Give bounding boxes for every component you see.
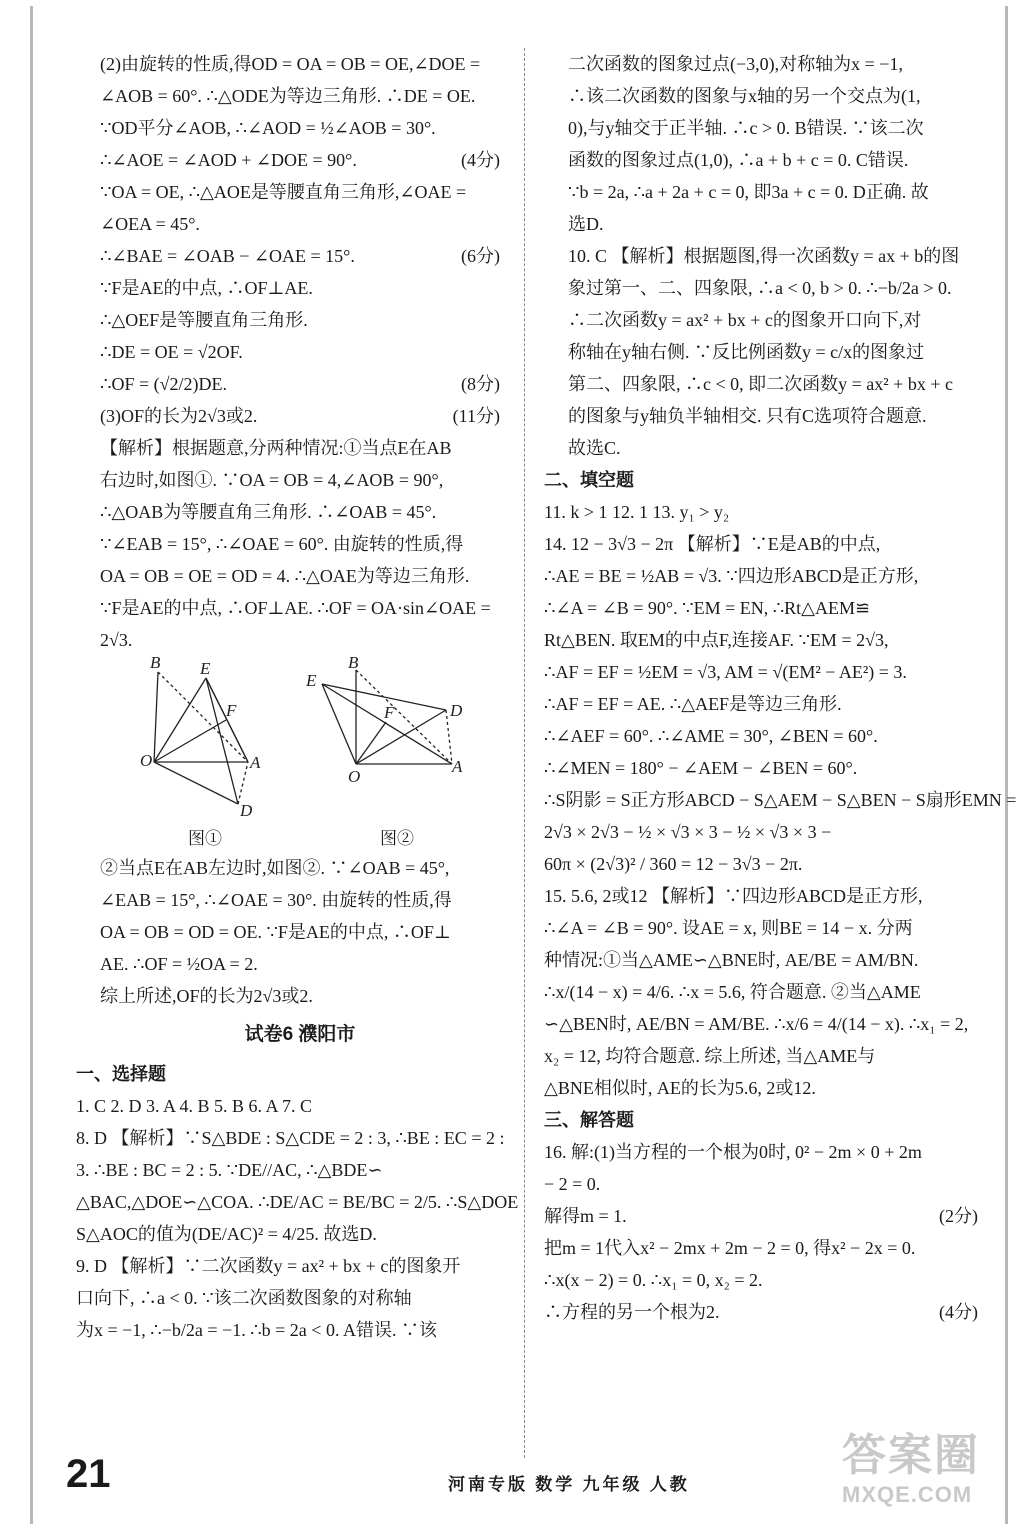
text-line [544,1136,978,1168]
line-text: 的图象与y轴负半轴相交. 只有C选项符合题意. [568,406,927,426]
line-text: ∵F是AE的中点, ∴OF⊥AE. [100,278,313,298]
line-text: 11. k > 1 12. 1 13. y₁ > y₂ [544,502,730,522]
fig1-label-d: D [240,801,253,820]
text-line [568,80,978,112]
fig1-label-a: A [250,753,261,772]
text-line [544,848,978,880]
fig2-label-o: O [348,767,361,786]
text-line [100,400,500,432]
text-line [568,400,978,432]
text-line [100,884,500,916]
fig2-label-d: D [450,701,463,720]
text-line [568,208,978,240]
text-line [544,1296,978,1328]
line-text: ②当点E在AB左边时,如图②. ∵∠OAB = 45°, [100,858,450,878]
footer-info: 河南专版 数学 九年级 人教 [448,1475,690,1494]
text-line [76,1314,500,1346]
line-text: 第二、四象限, ∴c < 0, 即二次函数y = ax² + bx + c [568,374,953,394]
text-line [76,1218,500,1250]
line-text: ∵OD平分∠AOB, ∴∠AOD = ½∠AOB = 30°. [100,118,436,138]
line-text: (3)OF的长为2√3或2. [100,406,258,426]
text-line [544,1008,978,1040]
score-mark: (4分) [461,150,500,170]
watermark-logo: 答案圈 [842,1431,980,1480]
text-line [100,368,500,400]
line-text: 15. 5.6, 2或12 【解析】∵四边形ABCD是正方形, [544,886,923,906]
line-text: ∠OEA = 45°. [100,214,200,234]
text-line [100,48,500,80]
text-line [544,1200,978,1232]
text-line [100,176,500,208]
text-line [544,496,978,528]
fig1-label-o: O [140,751,153,770]
right-solution-block-c [544,1136,978,1328]
text-line [100,592,500,624]
text-line [100,240,500,272]
line-text: ∴DE = OE = √2OF. [100,342,243,362]
line-text: 种情况:①当△AME∽△BNE时, AE/BE = AM/BN. [544,950,919,970]
line-text: ∽△BEN时, AE/BN = AM/BE. ∴x/6 = 4/(14 − x). ∴x₁ = 2, [544,1014,969,1034]
score-mark: (8分) [461,374,500,394]
left-solution-block-b [100,852,500,1012]
line-text: ∴OF = (√2/2)DE. [100,374,227,394]
line-text: 1. C 2. D 3. A 4. B 5. B 6. A 7. C [76,1096,313,1116]
line-text: ∴∠A = ∠B = 90°. 设AE = x, 则BE = 14 − x. 分两 [544,918,913,938]
line-text: 14. 12 − 3√3 − 2π 【解析】∵E是AB的中点, [544,534,881,554]
score-mark: (4分) [939,1302,978,1322]
text-line [544,1072,978,1104]
text-line [100,304,500,336]
line-text: 2√3. [100,630,133,650]
score-mark: (11分) [452,406,500,426]
line-text: 称轴在y轴右侧. ∵反比例函数y = c/x的图象过 [568,342,925,362]
text-line [544,592,978,624]
line-text: ∴∠A = ∠B = 90°. ∵EM = EN, ∴Rt△AEM≌ [544,598,871,618]
text-line [76,1154,500,1186]
line-text: 二次函数的图象过点(−3,0),对称轴为x = −1, [568,54,903,74]
line-text: ∴AF = EF = AE. ∴△AEF是等边三角形. [544,694,842,714]
left-column [76,48,519,1346]
line-text: ∠AOB = 60°. ∴△ODE为等边三角形. ∴DE = OE. [100,86,476,106]
text-line [100,948,500,980]
line-text: ∴AF = EF = ½EM = √3, AM = √(EM² − AE²) = 3. [544,662,907,682]
geometry-figures [100,656,500,822]
line-text: 2√3 × 2√3 − ½ × √3 × 3 − ½ × √3 × 3 − [544,822,832,842]
line-text: OA = OB = OE = OD = 4. ∴△OAE为等边三角形. [100,566,470,586]
line-text: △BAC,△DOE∽△COA. ∴DE/AC = BE/BC = 2/5. ∴S△DOE [76,1192,519,1212]
fill-heading: 二、填空题 [544,470,634,490]
text-line [76,1186,519,1218]
line-text: 故选C. [568,438,621,458]
column-divider [524,48,525,1458]
line-text: S△AOC的值为(DE/AC)² = 4/25. 故选D. [76,1224,377,1244]
line-text: 3. ∴BE : BC = 2 : 5. ∵DE//AC, ∴△BDE∽ [76,1160,383,1180]
line-text: (2)由旋转的性质,得OD = OA = OB = OE,∠DOE = [100,54,481,74]
mc-heading: 一、选择题 [76,1064,166,1084]
fig1-label-f: F [226,701,237,720]
text-line [544,1264,978,1296]
text-line [568,272,978,304]
text-line [76,1090,500,1122]
score-mark: (2分) [939,1206,978,1226]
text-line [568,48,978,80]
line-text: 10. C 【解析】根据题图,得一次函数y = ax + b的图 [568,246,960,266]
text-line [568,112,978,144]
right-solution-block-b [544,496,1016,1104]
fig2-label-a: A [452,757,463,776]
score-mark: (6分) [461,246,500,266]
figure-2-caption: 图② [380,829,414,848]
text-line [544,624,978,656]
text-line [100,528,500,560]
text-line [544,688,978,720]
text-line [568,304,978,336]
watermark-site: MXQE.COM [842,1482,973,1507]
line-text: ∴该二次函数的图象与x轴的另一个交点为(1, [568,86,921,106]
figure-1 [154,672,248,804]
right-solution-block-a [568,48,978,464]
line-text: ∴方程的另一个根为2. [544,1302,720,1322]
line-text: ∴∠AOE = ∠AOD + ∠DOE = 90°. [100,150,357,170]
watermark [842,1430,992,1526]
text-line [568,240,978,272]
line-text: 函数的图象过点(1,0), ∴a + b + c = 0. C错误. [568,150,909,170]
line-text: ∴x/(14 − x) = 4/6. ∴x = 5.6, 符合题意. ②当△AME [544,982,921,1002]
line-text: 9. D 【解析】∵二次函数y = ax² + bx + c的图象开 [76,1256,461,1276]
answer-heading: 三、解答题 [544,1110,634,1130]
text-line [568,176,978,208]
line-text: ∴∠AEF = 60°. ∴∠AME = 30°, ∠BEN = 60°. [544,726,878,746]
text-line [76,1122,505,1154]
text-line [544,944,978,976]
line-text: △BNE相似时, AE的长为5.6, 2或12. [544,1078,816,1098]
line-text: ∴∠BAE = ∠OAB − ∠OAE = 15°. [100,246,355,266]
line-text: ∵b = 2a, ∴a + 2a + c = 0, 即3a + c = 0. D正确. 故 [568,182,929,202]
fig1-label-e: E [200,659,211,678]
text-line [100,208,500,240]
text-line [568,336,978,368]
text-line [544,1168,978,1200]
line-text: ∴AE = BE = ½AB = √3. ∵四边形ABCD是正方形, [544,566,919,586]
line-text: AE. ∴OF = ½OA = 2. [100,954,258,974]
line-text: x₂ = 12, 均符合题意. 综上所述, 当△AME与 [544,1046,876,1066]
text-line [100,336,500,368]
fig2-label-e: E [306,671,317,690]
line-text: 0),与y轴交于正半轴. ∴c > 0. B错误. ∵该二次 [568,118,924,138]
line-text: − 2 = 0. [544,1174,601,1194]
line-text: ∠EAB = 15°, ∴∠OAE = 30°. 由旋转的性质,得 [100,890,452,910]
text-line [544,656,978,688]
text-line [100,852,500,884]
line-text: Rt△BEN. 取EM的中点F,连接AF. ∵EM = 2√3, [544,630,889,650]
text-line [544,1232,978,1264]
text-line [100,144,500,176]
text-line [100,560,500,592]
line-text: ∴二次函数y = ax² + bx + c的图象开口向下,对 [568,310,922,330]
line-text: 解得m = 1. [544,1206,627,1226]
line-text: OA = OB = OD = OE. ∵F是AE的中点, ∴OF⊥ [100,922,451,942]
text-line [100,80,500,112]
text-line [100,464,500,496]
text-line [100,980,500,1012]
line-text: 8. D 【解析】∵S△BDE : S△CDE = 2 : 3, ∴BE : EC = 2 : [76,1128,505,1148]
line-text: 为x = −1, ∴−b/2a = −1. ∴b = 2a < 0. A错误. ∵该 [76,1320,437,1340]
text-line [100,272,500,304]
fig2-label-f: F [384,703,395,722]
text-line [544,880,978,912]
text-line [544,784,1016,816]
line-text: ∴S阴影 = S正方形ABCD − S△AEM − S△BEN − S扇形EMN = [544,790,1016,810]
line-text: ∵OA = OE, ∴△AOE是等腰直角三角形,∠OAE = [100,182,467,202]
text-line [544,528,978,560]
line-text: ∴x(x − 2) = 0. ∴x₁ = 0, x₂ = 2. [544,1270,763,1290]
figure-1-caption: 图① [188,829,222,848]
text-line [544,752,978,784]
line-text: ∵∠EAB = 15°, ∴∠OAE = 60°. 由旋转的性质,得 [100,534,464,554]
line-text: 口向下, ∴a < 0. ∵该二次函数图象的对称轴 [76,1288,412,1308]
right-column [544,48,1016,1328]
text-line [568,432,978,464]
text-line [544,1040,978,1072]
fig1-label-b: B [150,656,161,672]
line-text: ∴∠MEN = 180° − ∠AEM − ∠BEN = 60°. [544,758,858,778]
text-line [100,112,500,144]
line-text: 16. 解:(1)当方程的一个根为0时, 0² − 2m × 0 + 2m [544,1142,922,1162]
figures [100,656,500,852]
line-text: ∴△OEF是等腰直角三角形. [100,310,308,330]
line-text: 象过第一、二、四象限, ∴a < 0, b > 0. ∴−b/2a > 0. [568,278,952,298]
fig2-label-b: B [348,656,359,672]
line-text: 60π × (2√3)² / 360 = 12 − 3√3 − 2π. [544,854,803,874]
text-line [544,560,978,592]
text-line [100,624,500,656]
line-text: 【解析】根据题意,分两种情况:①当点E在AB [100,438,452,458]
line-text: ∴△OAB为等腰直角三角形. ∴∠OAB = 45°. [100,502,437,522]
page-number: 21 [66,1452,111,1496]
left-solution-block-a [100,48,500,656]
text-line [100,916,500,948]
text-line [76,1250,500,1282]
line-text: 右边时,如图①. ∵OA = OB = 4,∠AOB = 90°, [100,470,444,490]
left-answers-block [76,1090,519,1346]
section-title: 试卷6 濮阳市 [244,1024,356,1045]
text-line [568,144,978,176]
text-line [100,496,500,528]
line-text: 把m = 1代入x² − 2mx + 2m − 2 = 0, 得x² − 2x = 0. [544,1238,916,1258]
text-line [568,368,978,400]
text-line [100,432,500,464]
line-text: 综上所述,OF的长为2√3或2. [100,986,313,1006]
text-line [76,1282,500,1314]
line-text: ∵F是AE的中点, ∴OF⊥AE. ∴OF = OA·sin∠OAE = [100,598,491,618]
text-line [544,976,978,1008]
text-line [544,912,978,944]
line-text: 选D. [568,214,604,234]
text-line [544,720,978,752]
text-line [544,816,978,848]
